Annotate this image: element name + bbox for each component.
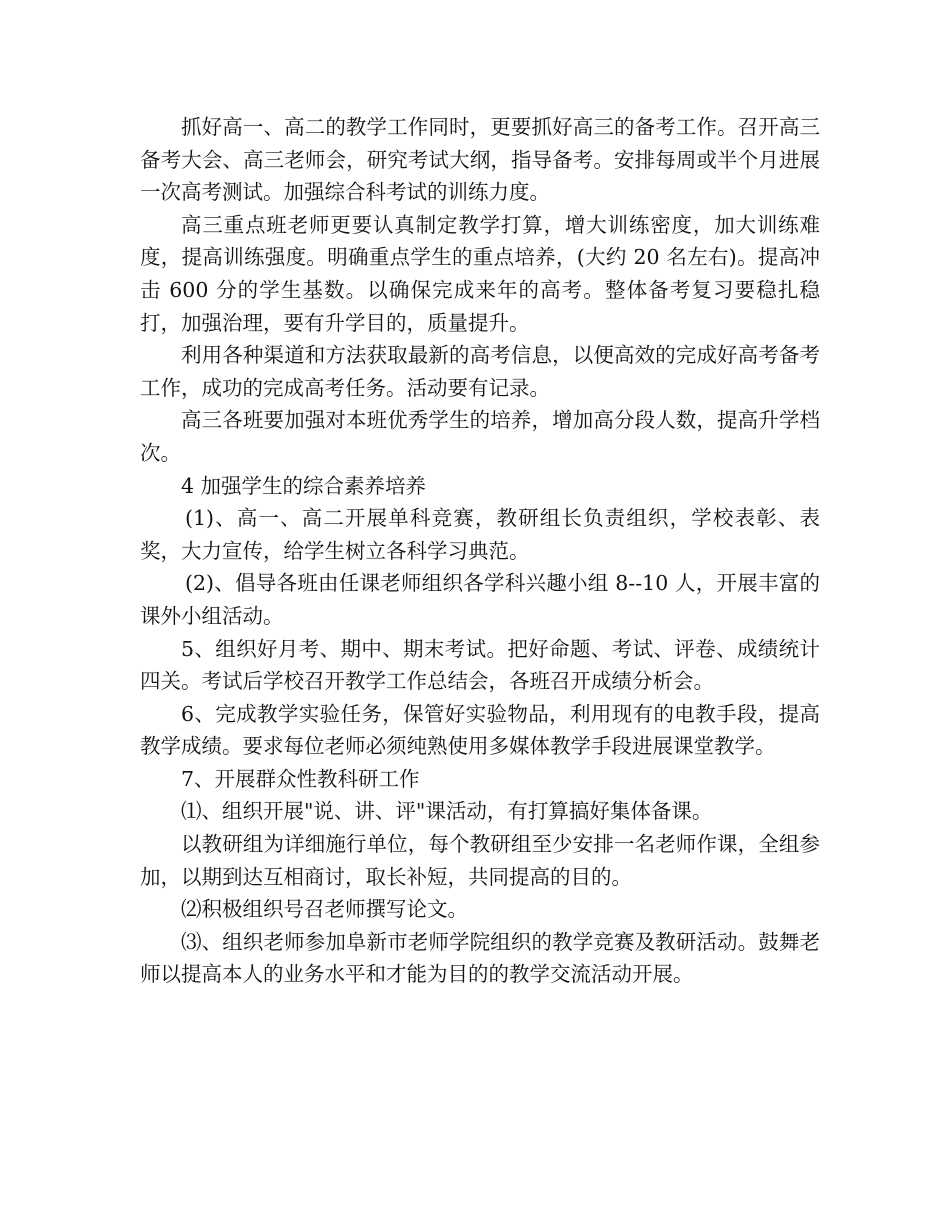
paragraph-item-6: 6、完成教学实验任务，保管好实验物品，利用现有的电教手段，提高教学成绩。要求每位老师必须纯熟使用多媒体教学手段进展课堂教学。 [140,701,820,759]
paragraph-item-4-2: (2)、倡导各班由任课老师组织各学科兴趣小组 8--10 人，开展丰富的课外小组活动。 [140,571,820,628]
paragraph-exam-prep: 抓好高一、高二的教学工作同时，更要抓好高三的备考工作。召开高三备考大会、高三老师会，研究考试大纲，指导备考。安排每周或半个月进展一次高考测试。加强综合科考试的训练力度。 [140,115,820,205]
paragraph-item-7-1: ⑴、组织开展"说、讲、评"课活动，有打算搞好集体备课。 [181,799,713,824]
document-body [140,111,820,991]
heading-item-4: 4 加强学生的综合素养培养 [181,473,427,498]
paragraph-item-7-2: ⑵积极组织号召老师撰写论文。 [181,897,468,922]
paragraph-item-4-1: (1)、高一、高二开展单科竞赛，教研组长负责组织，学校表彰、表奖，大力宣传，给学生树立各科学习典范。 [140,506,820,563]
paragraph-item-7-3: ⑶、组织老师参加阜新市老师学院组织的教学竞赛及教研活动。鼓舞老师以提高本人的业务水平和才能为目的的教学交流活动开展。 [140,929,820,987]
paragraph-key-class: 高三重点班老师更要认真制定教学打算，增大训练密度，加大训练难度，提高训练强度。明确重点学生的重点培养，(大约 20 名左右)。提高冲击 600 分的学生基数。以确保完成来年的高考。整体备考复习要稳扎稳打，加强治理，要有升学目的，质量提升。 [140,212,820,335]
paragraph-exam-info: 利用各种渠道和方法获取最新的高考信息，以便高效的完成好高考备考工作，成功的完成高考任务。活动要有记录。 [140,343,820,400]
paragraph-item-7-1-detail: 以教研组为详细施行单位，每个教研组至少安排一名老师作课，全组参加，以期到达互相商讨，取长补短，共同提高的目的。 [140,832,820,889]
heading-item-7: 7、开展群众性教科研工作 [181,766,420,791]
paragraph-top-students: 高三各班要加强对本班优秀学生的培养，增加高分段人数，提高升学档次。 [140,408,820,465]
paragraph-item-5: 5、组织好月考、期中、期末考试。把好命题、考试、评卷、成绩统计四关。考试后学校召开教学工作总结会，各班召开成绩分析会。 [140,636,820,694]
